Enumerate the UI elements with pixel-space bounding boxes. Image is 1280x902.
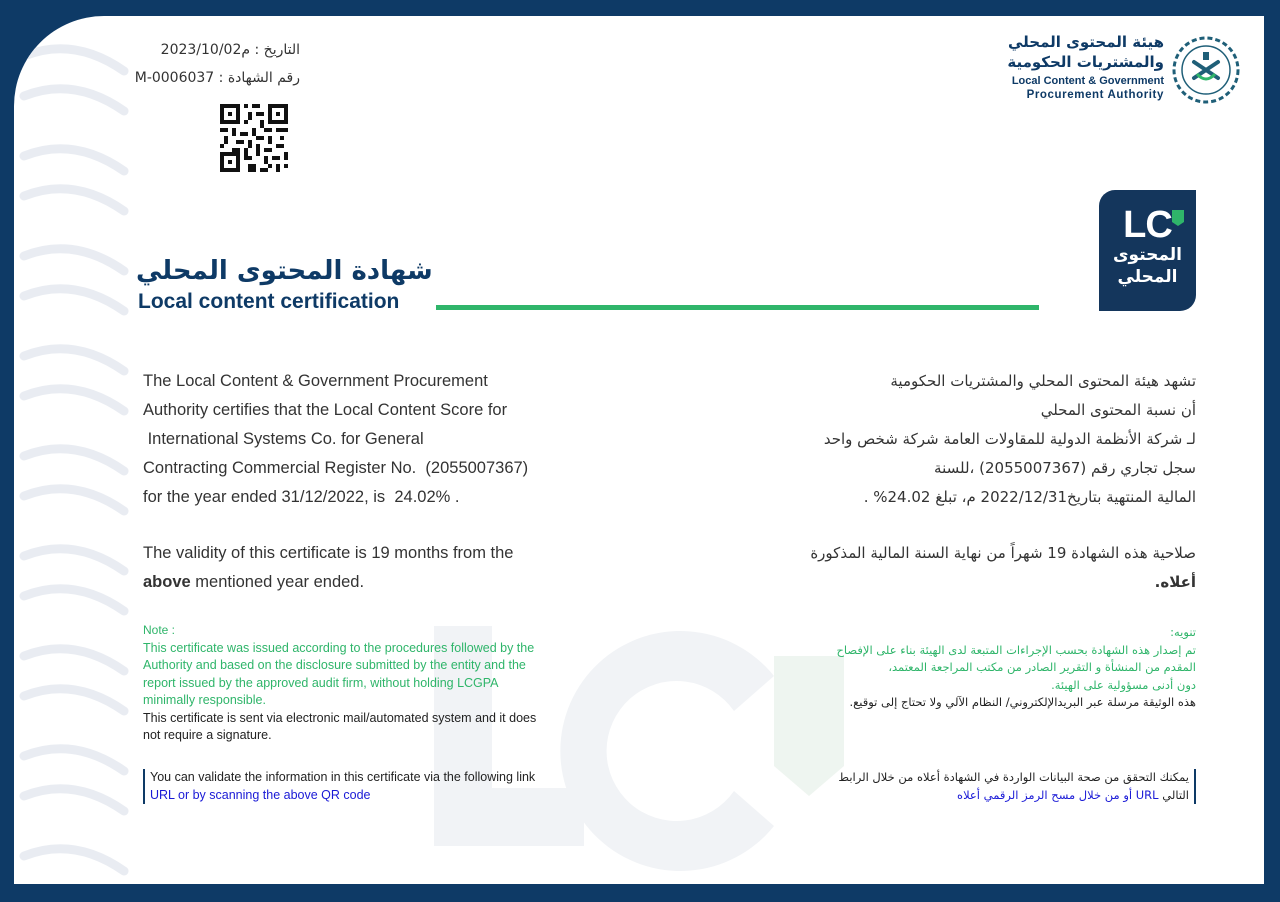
validity-en-line-2 bbox=[143, 568, 603, 597]
note-ar-green-1: تم إصدار هذه الشهادة بحسب الإجراءات المتبعة لدى الهيئة بناء على الإفصاح bbox=[836, 642, 1196, 657]
qr-code[interactable] bbox=[220, 104, 288, 172]
note-en bbox=[143, 622, 573, 745]
note-en-green-2: Authority and based on the disclosure submitted by the entity and the bbox=[143, 658, 526, 672]
date-value: 2023/10/02م bbox=[160, 42, 251, 58]
validity-en-bold: above bbox=[143, 573, 191, 591]
note-en-green-3: report issued by the approved audit firm, without holding LCGPA bbox=[143, 675, 499, 690]
body-ar-line-5: المالية المنتهية بتاريخ2022/12/31 م، تبلغ 24.02% . bbox=[863, 488, 1196, 506]
authority-name-ar-1: هيئة المحتوى المحلي bbox=[1007, 33, 1164, 51]
cert-number-value: M-0006037 bbox=[134, 70, 215, 86]
authority-name-en-1: Local Content & Government bbox=[1011, 75, 1164, 87]
cert-number-label: رقم الشهادة : bbox=[218, 70, 300, 86]
note-ar-green-3: دون أدنى مسؤولية على الهيئة. bbox=[1051, 677, 1196, 692]
body-ar bbox=[696, 367, 1196, 597]
validity-en-line-1: The validity of this certificate is 19 months from the bbox=[143, 544, 514, 562]
validate-ar-line: يمكنك التحقق من صحة البيانات الواردة في الشهادة أعلاه من خلال الرابط bbox=[838, 770, 1189, 784]
title-divider bbox=[436, 305, 1039, 310]
certificate-paper bbox=[14, 16, 1264, 884]
lc-badge-line1: المحتوى bbox=[1112, 245, 1183, 265]
date-label: التاريخ : bbox=[254, 42, 300, 58]
validate-ar-prefix: التالي bbox=[1162, 787, 1189, 802]
validate-en bbox=[143, 769, 535, 804]
lc-badge-doc-icon bbox=[1172, 210, 1184, 226]
validate-ar-link-row bbox=[838, 787, 1189, 805]
body-en-line-4: Contracting Commercial Register No. (2055007367) bbox=[143, 459, 529, 477]
authority-emblem-icon bbox=[1170, 34, 1242, 106]
validate-ar bbox=[838, 769, 1196, 804]
lc-badge-line2: المحلي bbox=[1117, 267, 1178, 287]
authority-name-en-2: Procurement Authority bbox=[1026, 89, 1164, 101]
body-en-line-3: International Systems Co. for General bbox=[143, 430, 424, 448]
validate-en-line: You can validate the information in this certificate via the following link bbox=[150, 770, 536, 784]
lc-badge-letters: LC bbox=[1123, 204, 1172, 246]
note-ar-dark: هذه الوثيقة مرسلة عبر البريدالإلكتروني/ النظام الآلي ولا تحتاج إلى توقيع. bbox=[849, 695, 1196, 709]
authority-name-ar-2: والمشتريات الحكومية bbox=[1007, 53, 1164, 71]
date-row bbox=[161, 42, 300, 58]
validity-ar-line-1: صلاحية هذه الشهادة 19 شهراً من نهاية السنة المالية المذكورة bbox=[810, 544, 1196, 562]
note-en-dark-1: This certificate is sent via electronic mail/automated system and it does bbox=[143, 710, 537, 725]
cert-number-row bbox=[135, 70, 300, 86]
body-ar-line-3: لـ شركة الأنظمة الدولية للمقاولات العامة شركة شخص واحد bbox=[823, 430, 1196, 448]
validity-ar-line-2: أعلاه. bbox=[1154, 573, 1196, 591]
body-ar-line-1: تشهد هيئة المحتوى المحلي والمشتريات الحكومية bbox=[890, 372, 1196, 390]
lc-badge bbox=[1099, 190, 1196, 311]
validate-ar-link[interactable]: URL أو من خلال مسح الرمز الرقمي أعلاه bbox=[957, 787, 1159, 802]
title-en: Local content certification bbox=[138, 290, 400, 313]
note-en-green-4: minimally responsible. bbox=[143, 693, 266, 707]
note-ar bbox=[726, 624, 1196, 712]
body-en-line-1: The Local Content & Government Procurement bbox=[143, 372, 488, 390]
note-en-label: Note : bbox=[143, 623, 176, 637]
note-ar-green-2: المقدم من المنشأة و التقرير الصادر من مكتب المراجعة المعتمد، bbox=[888, 660, 1196, 674]
note-en-dark-2: not require a signature. bbox=[143, 728, 272, 742]
authority-name bbox=[964, 32, 1164, 102]
note-ar-label: تنويه: bbox=[1170, 625, 1196, 639]
body-en-line-2: Authority certifies that the Local Content Score for bbox=[143, 401, 508, 419]
note-en-green-1: This certificate was issued according to the procedures followed by the bbox=[143, 640, 535, 655]
body-ar-line-2: أن نسبة المحتوى المحلي bbox=[1040, 401, 1196, 419]
title-ar: شهادة المحتوى المحلي bbox=[136, 256, 433, 286]
validity-en-rest: mentioned year ended. bbox=[190, 573, 365, 591]
body-en-line-5: for the year ended 31/12/2022, is 24.02% . bbox=[143, 488, 460, 506]
validate-en-link[interactable]: URL or by scanning the above QR code bbox=[150, 787, 371, 802]
decorative-pattern bbox=[14, 16, 134, 884]
body-ar-line-4: سجل تجاري رقم (2055007367) ،للسنة bbox=[934, 459, 1196, 477]
body-en bbox=[143, 367, 603, 597]
